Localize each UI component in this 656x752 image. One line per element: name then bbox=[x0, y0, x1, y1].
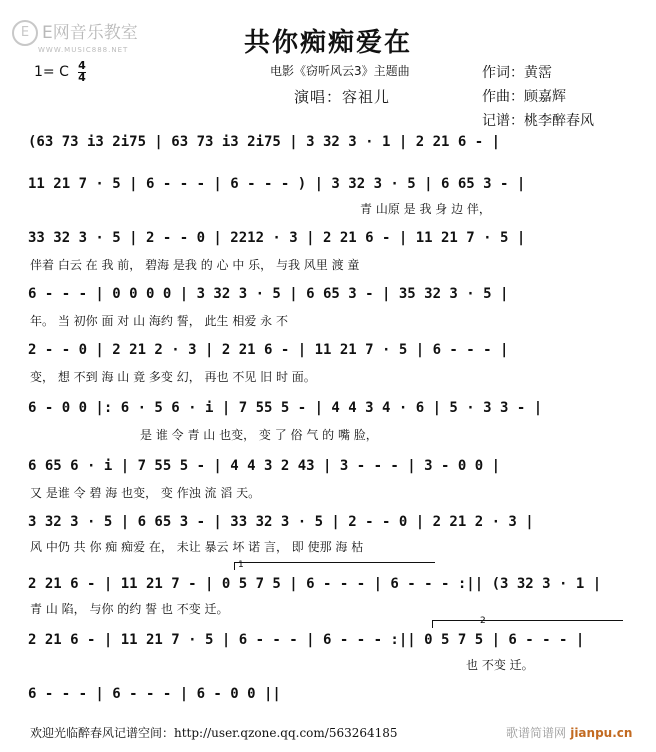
score-line-3: 33 32 3 · 5 | 2 - - 0 | 2212 · 3 | 2 21 6 - | 11 21 7 · 5 | bbox=[28, 230, 526, 246]
footer-site bbox=[506, 724, 632, 741]
score-line-5: 2 - - 0 | 2 21 2 · 3 | 2 21 6 - | 11 21 7 · 5 | 6 - - - | bbox=[28, 342, 509, 358]
score-line-4: 6 - - - | 0 0 0 0 | 3 32 3 · 5 | 6 65 3 - | 35 32 3 · 5 | bbox=[28, 286, 509, 302]
score-line-6: 6 - 0 0 |: 6 · 5 6 · i | 7 55 5 - | 4 4 3 4 · 6 | 5 · 3 3 - | bbox=[28, 400, 543, 416]
footer-site-name: 歌谱简谱网 bbox=[506, 726, 567, 740]
lyric-line-5: 变， 想 不到 海 山 竟 多变 幻， 再也 不见 旧 时 面。 bbox=[30, 370, 316, 384]
score-line-11: 6 - - - | 6 - - - | 6 - 0 0 || bbox=[28, 686, 281, 702]
lyric-line-6: 是 谁 令 青 山 也变， 变 了 俗 气 的 嘴 脸， bbox=[140, 428, 378, 442]
score-line-2: 11 21 7 · 5 | 6 - - - | 6 - - - ) | 3 32 3 · 5 | 6 65 3 - | bbox=[28, 176, 526, 192]
lyric-line-3: 伴着 白云 在 我 前， 碧海 是我 的 心 中 乐， 与我 风里 渡 童 bbox=[30, 258, 360, 272]
lyric-line-10: 也 不变 迁。 bbox=[466, 658, 534, 672]
volta-2-number: 2 bbox=[480, 616, 486, 626]
lyric-line-2: 青 山原 是 我 身 边 伴， bbox=[360, 202, 491, 216]
singer: 演唱：容祖儿 bbox=[294, 88, 391, 106]
lyricist: 作词：黄霑 bbox=[482, 65, 552, 81]
time-signature bbox=[78, 61, 86, 83]
footer-text: 欢迎光临醉春风记谱空间：http://user.qzone.qq.com/563264185 bbox=[30, 726, 398, 740]
watermark-text: E网音乐教室 bbox=[42, 23, 138, 43]
volta-1-bracket bbox=[234, 562, 435, 570]
volta-2-bracket bbox=[432, 620, 623, 628]
lyric-line-9: 青 山 陷， 与你 的约 誓 也 不变 迁。 bbox=[30, 602, 229, 616]
volta-1-number: 1 bbox=[238, 560, 244, 570]
transcriber: 记谱：桃李醉春风 bbox=[482, 113, 594, 129]
score-line-8: 3 32 3 · 5 | 6 65 3 - | 33 32 3 · 5 | 2 - - 0 | 2 21 2 · 3 | bbox=[28, 514, 534, 530]
score-line-1: (63 73 i3 2i75 | 63 73 i3 2i75 | 3 32 3 · 1 | 2 21 6 - | bbox=[28, 134, 501, 150]
score-line-7: 6 65 6 · i | 7 55 5 - | 4 4 3 2 43 | 3 - - - | 3 - 0 0 | bbox=[28, 458, 501, 474]
lyric-line-8: 风 中仍 共 你 痴 痴爱 在， 未让 暴云 坏 诺 言， 即 使那 海 枯 bbox=[30, 540, 364, 554]
score-line-9: 2 21 6 - | 11 21 7 - | 0 5 7 5 | 6 - - - | 6 - - - :|| (3 32 3 · 1 | bbox=[28, 576, 602, 592]
watermark-logo-icon: E bbox=[12, 20, 38, 46]
composer: 作曲：顾嘉辉 bbox=[482, 89, 566, 105]
subtitle: 电影《窃听风云3》主题曲 bbox=[270, 64, 410, 78]
time-signature-top: 4 bbox=[78, 59, 86, 72]
lyric-line-7: 又 是谁 令 碧 海 也变， 变 作浊 流 滔 天。 bbox=[30, 486, 261, 500]
key-signature: 1= C bbox=[34, 64, 69, 80]
watermark-url: WWW.MUSIC888.NET bbox=[38, 46, 129, 54]
footer-site-url: jianpu.cn bbox=[570, 726, 633, 740]
lyric-line-4: 年。 当 初你 面 对 山 海约 誓， 此生 相爱 永 不 bbox=[30, 314, 288, 328]
time-signature-bottom: 4 bbox=[78, 71, 86, 84]
song-title: 共你痴痴爱在 bbox=[243, 28, 412, 58]
score-line-10: 2 21 6 - | 11 21 7 · 5 | 6 - - - | 6 - - - :|| 0 5 7 5 | 6 - - - | bbox=[28, 632, 585, 648]
